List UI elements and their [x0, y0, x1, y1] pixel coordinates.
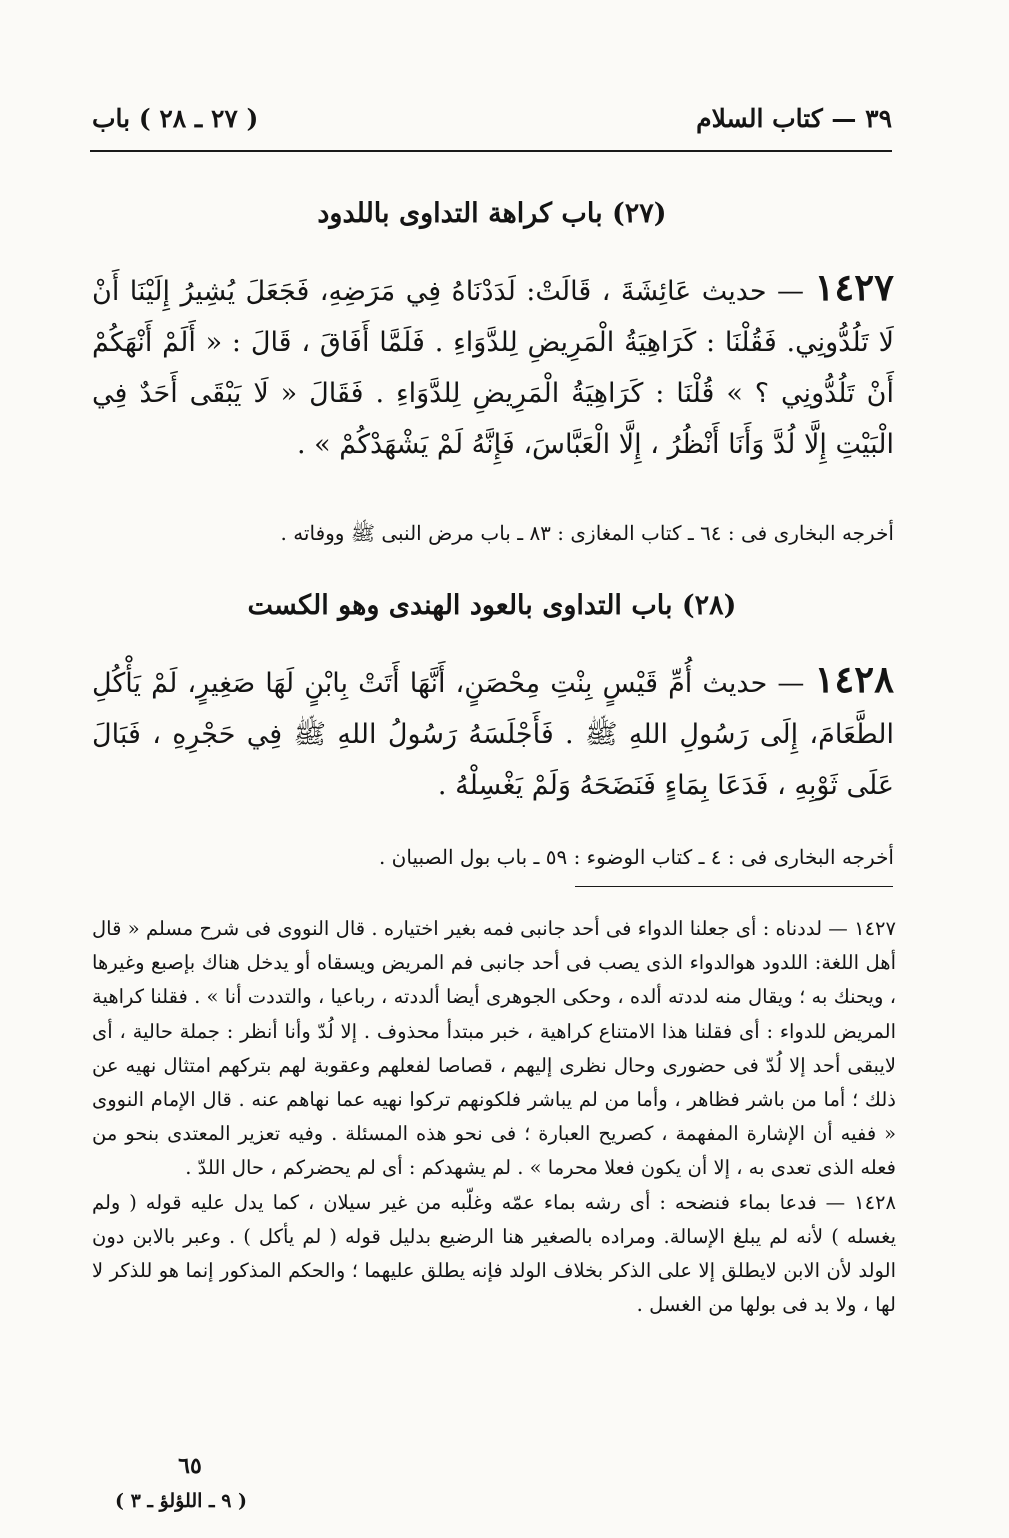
header-book-title: ٣٩ — كتاب السلام — [696, 103, 892, 133]
header-rule — [90, 150, 892, 152]
hadith-number: ١٤٢٨ — [814, 657, 894, 701]
hadith-1428 — [92, 654, 894, 811]
reference-text: أخرجه البخارى فى : ٦٤ ـ كتاب المغازى : ٨٣ ـ باب مرض النبى ﷺ ووفاته . — [280, 521, 894, 545]
hadith-number: ١٤٢٧ — [814, 265, 895, 309]
hadith-text: — حديث أُمِّ قَيْسٍ بِنْتِ مِحْصَنٍ، أَنَّهَا أَتَتْ بِابْنٍ لَهَا صَغِيرٍ، لَمْ يَأْكُلِ الطَّعَامَ، إِلَى رَسُولِ اللهِ ﷺ . فَأَجْلَسَهُ رَسُولُ اللهِ ﷺ فِي حَجْرِهِ ، فَبَالَ عَلَى ثَوْبِهِ ، فَدَعَا بِمَاءٍ فَنَضَحَهُ وَلَمْ يَغْسِلْهُ . — [92, 668, 894, 801]
reference-text: أخرجه البخارى فى : ٤ ـ كتاب الوضوء : ٥٩ ـ باب بول الصبيان . — [378, 845, 894, 869]
running-header — [92, 96, 892, 140]
footnote-separator — [575, 886, 893, 887]
footnote-1428: ١٤٢٨ — فدعا بماء فنضحه : أى رشه بماء عمّه وغلّبه من غير سيلان ، كما يدل عليه قوله ( ولم يغسله ) لأنه لم يبلغ الإسالة. ومراده بالصغير هنا الرضيع بدليل قوله ( لم يأكل ) . وعبر بالابن دون الولد لأن الابن لايطلق إلا على الذكر بخلاف الولد فإنه يطلق عليهما ؛ والحكم المذكور إنما هو للذكر لا لها ، ولا بد فى بولها من الغسل . — [92, 1190, 896, 1317]
chapter-27-title: (٢٧) باب كراهة التداوى باللدود — [317, 198, 667, 229]
footnotes — [92, 912, 896, 1322]
footnote-1427: ١٤٢٧ — لددناه : أى جعلنا الدواء فى أحد جانبى فمه بغير اختياره . قال النووى فى شرح مسلم « قال أهل اللغة: اللدود هوالدواء الذى يصب فى أحد جانبى فم المريض ويسقاه أو يدخل هناك بإصبع وغيرها ، ويحنك به ؛ ويقال منه لددته ألده ، وحكى الجوهرى أيضا ألددته ، رباعيا ، والتددت أنا » . فقلنا كراهية المريض للدواء : أى فقلنا هذا الامتناع كراهية ، خبر مبتدأ محذوف . إلا لُدّ وأنا أنظر : جملة حالية ، أى لايبقى أحد إلا لُدّ فى حضورى وحال نظرى إليهم ، قصاصا لفعلهم وعقوبة لهم بتركهم امتثال نهيه عن ذلك ؛ أما من باشر فظاهر ، وأما من لم يباشر فلكونهم تركوا نهيه عما نهاهم عنه . قال الإمام النووى « ففيه أن الإشارة المفهمة ، كصريح العبارة ؛ فى نحو هذه المسئلة . وفيه تعزير المعتدى بنحو من فعله الذى تعدى به ، إلا أن يكون فعلا محرما » . لم يشهدكم : أى لم يحضركم ، حال اللدّ . — [92, 917, 896, 1180]
header-chapter-range: ( ٢٧ ـ ٢٨ ) باب — [92, 103, 259, 133]
hadith-1428-reference — [92, 842, 894, 872]
hadith-text: — حديث عَائِشَةَ ، قَالَتْ: لَدَدْنَاهُ فِي مَرَضِهِ، فَجَعَلَ يُشِيرُ إِلَيْنَا أَنْ لَا تَلُدُّونِي. فَقُلْنَا : كَرَاهِيَةُ الْمَرِيضِ لِلدَّوَاءِ . فَلَمَّا أَفَاقَ ، قَالَ : « أَلَمْ أَنْهَكُمْ أَنْ تَلُدُّونِي ؟ » قُلْنَا : كَرَاهِيَةُ الْمَرِيضِ لِلدَّوَاءِ . فَقَالَ « لَا يَبْقَى أَحَدٌ فِي الْبَيْتِ إِلَّا لُدَّ وَأَنَا أَنْظُرُ ، إِلَّا الْعَبَّاسَ، فَإِنَّهُ لَمْ يَشْهَدْكُمْ » . — [92, 276, 894, 460]
hadith-1427 — [92, 262, 894, 470]
chapter-28-title: (٢٨) باب التداوى بالعود الهندى وهو الكست — [247, 590, 737, 621]
hadith-1427-reference — [92, 518, 894, 548]
page-number: ٦٥ — [178, 1453, 202, 1479]
signature-mark: ( ٩ ـ اللؤلؤ ـ ٣ ) — [114, 1490, 248, 1512]
